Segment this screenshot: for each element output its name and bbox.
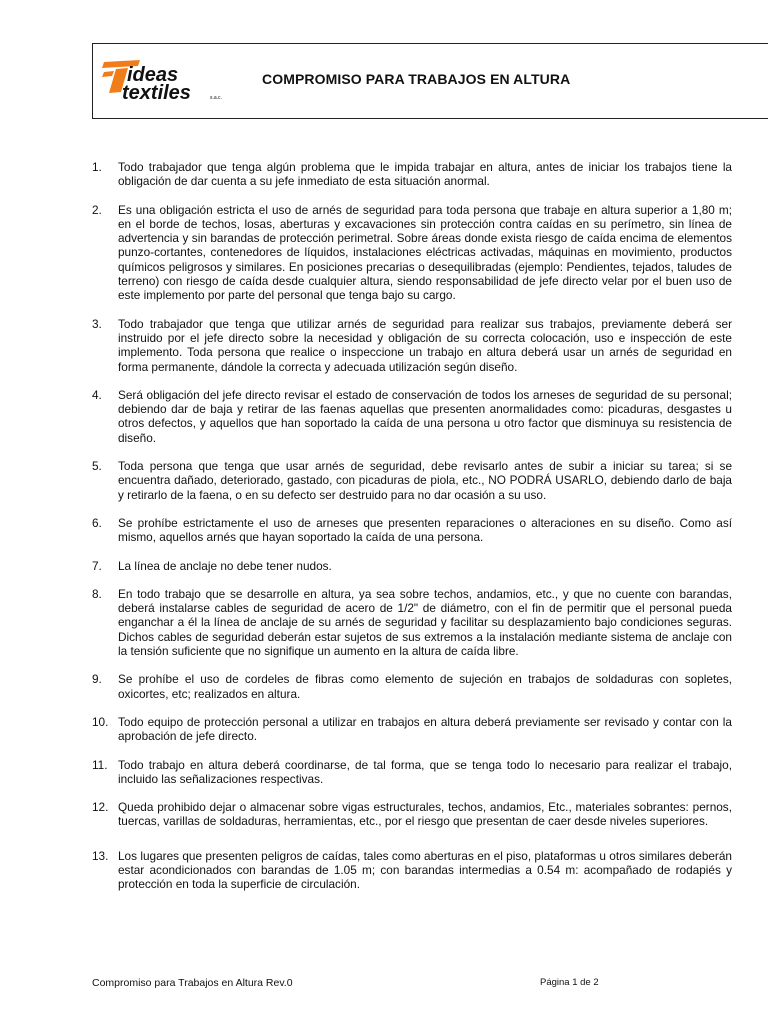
item-text: Todo trabajador que tenga algún problema que le impida trabajar en altura, antes de iniciar los trabajos tiene la obligación de dar cuenta a su jefe inmediato de esta situación anormal. xyxy=(118,160,732,189)
item-text: Toda persona que tenga que usar arnés de seguridad, debe revisarlo antes de subir a iniciar su tarea; si se encuentra dañado, deteriorado, gastado, con picaduras de piola, etc., NO PODRÁ USARLO, debiendo darlo de baja y retirarlo de la faena, o en su defecto ser destruido para no dar ocasión a su uso. xyxy=(118,459,732,502)
item-number: 3. xyxy=(92,316,102,331)
logo-word-2: textiles xyxy=(122,82,191,104)
list-item xyxy=(92,715,732,744)
item-number: 6. xyxy=(92,515,102,530)
item-text: Todo trabajo en altura deberá coordinarse, de tal forma, que se tenga todo lo necesario para realizar el trabajo, incluido las señalizaciones respectivas. xyxy=(118,757,732,786)
logo-suffix: s.a.c. xyxy=(210,95,222,101)
item-text: Es una obligación estricta el uso de arnés de seguridad para toda persona que trabaje en altura superior a 1,80 m; en el borde de techos, losas, aberturas y excavaciones sin protección contra caídas en su perímetro, sin línea de advertencia y sin barandas de protección perimetral. Sobre áreas donde exista riesgo de caída encima de elementos punzo-cortantes, contenedores de líquidos, instalaciones eléctricas activadas, máquinas en movimiento, productos químicos peligrosos y similares. En posiciones precarias o desequilibradas (ejemplo: Pendientes, tejados, taludes de terreno) con riesgo de caída desde cualquier altura, siendo responsabilidad de jefe directo velar por el buen uso de este implemento por parte del personal que tenga bajo su cargo. xyxy=(118,202,732,303)
list-item xyxy=(92,160,732,189)
footer-page-number: Página 1 de 2 xyxy=(540,977,599,988)
list-item xyxy=(92,559,732,573)
item-number: 9. xyxy=(92,672,102,687)
document-title: COMPROMISO PARA TRABAJOS EN ALTURA xyxy=(262,71,571,87)
item-number: 5. xyxy=(92,459,102,474)
item-number: 7. xyxy=(92,558,102,573)
list-item xyxy=(92,388,732,445)
item-text: Todo equipo de protección personal a utilizar en trabajos en altura deberá previamente ser revisado y contar con la aprobación de jefe directo. xyxy=(118,714,732,744)
item-number: 13. xyxy=(92,848,109,863)
item-number: 12. xyxy=(92,800,109,815)
item-text: Todo trabajador que tenga que utilizar arnés de seguridad para realizar sus trabajos, previamente deberá ser instruido por el jefe directo sobre la necesidad y obligación de su correcta colocación, uso e inspección de este implemento. Toda persona que realice o inspeccione un trabajo en altura deberá usar un arnés de seguridad en forma permanente, dándole la correcta y adecuada utilización según diseño. xyxy=(118,316,732,374)
list-item xyxy=(92,587,732,658)
list-item xyxy=(92,800,732,829)
item-number: 10. xyxy=(92,714,109,729)
footer-document-name: Compromiso para Trabajos en Altura Rev.0 xyxy=(92,977,293,989)
list-item xyxy=(92,758,732,787)
logo-bar-left xyxy=(102,71,114,77)
item-number: 11. xyxy=(92,757,108,772)
item-text: Se prohíbe el uso de cordeles de fibras como elemento de sujeción en trabajos de soldaduras con sopletes, oxicortes, etc; realizados en altura. xyxy=(118,672,732,701)
item-text: Los lugares que presenten peligros de caídas, tales como aberturas en el piso, plataformas u otros similares deberán estar acondicionados con barandas de 1.05 m; con barandas intermedias a 0.54 m: acompañado de rodapiés y protección en toda la superficie de circulación. xyxy=(118,848,732,892)
item-number: 1. xyxy=(92,160,102,174)
item-text: Se prohíbe estrictamente el uso de arneses que presenten reparaciones o alteraciones en su diseño. Como así mismo, aquellos arnés que hayan soportado la caída de una persona. xyxy=(118,515,732,545)
item-text: Será obligación del jefe directo revisar el estado de conservación de todos los arneses de seguridad de su personal; debiendo dar de baja y retirar de las faenas aquellas que presenten anormalidades como: picaduras, desgastes u otros defectos, y aquellos que han soportado la caída de una persona u otro factor que disminuya su resistencia de diseño. xyxy=(118,387,732,445)
logo-word-1: ideas xyxy=(127,64,179,86)
list-item xyxy=(92,672,732,701)
item-text: En todo trabajo que se desarrolle en altura, ya sea sobre techos, andamios, etc., y que no cuente con barandas, deberá instalarse cables de seguridad de acero de 1/2" de diámetro, con el fin de permitir que el personal pueda enganchar a él la línea de anclaje de su arnés de seguridad y facilitar su desplazamiento bajo condiciones seguras. Dichos cables de seguridad deberán estar sujetos de sus extremos a la instalación mediante sistema de anclaje con la tensión suficiente que no signifique un aumento en la altura de caída libre. xyxy=(118,586,732,659)
list-item xyxy=(92,849,732,892)
list-item xyxy=(92,317,732,374)
item-number: 8. xyxy=(92,586,102,601)
item-number: 2. xyxy=(92,202,102,217)
company-logo xyxy=(100,52,245,108)
obligations-list xyxy=(92,160,732,906)
company-logo-graphic xyxy=(100,52,245,108)
list-item xyxy=(92,203,732,303)
item-text: Queda prohibido dejar o almacenar sobre vigas estructurales, techos, andamios, Etc., materiales sobrantes: pernos, tuercas, varillas de soldaduras, herramientas, etc., por el riesgo que presentan de caer desde niveles superiores. xyxy=(118,800,732,829)
item-number: 4. xyxy=(92,387,102,402)
item-text: La línea de anclaje no debe tener nudos. xyxy=(118,558,332,573)
list-item xyxy=(92,459,732,502)
list-item xyxy=(92,516,732,545)
